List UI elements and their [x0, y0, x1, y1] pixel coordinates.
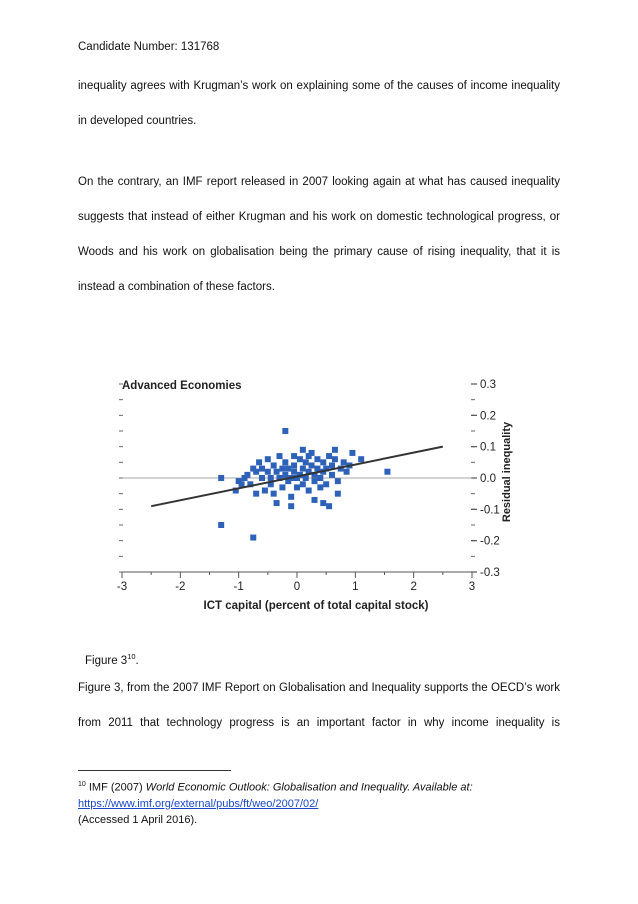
data-point — [291, 453, 297, 459]
data-point — [335, 491, 341, 497]
data-point — [335, 478, 341, 484]
data-point — [332, 456, 338, 462]
y-tick-label: -0.2 — [480, 535, 500, 548]
caption-end: . — [135, 654, 139, 667]
data-point — [274, 500, 280, 506]
candidate-number-header: Candidate Number: 131768 — [78, 41, 220, 53]
footnote-prefix: IMF (2007) — [85, 781, 146, 794]
data-points — [218, 428, 390, 541]
paragraph-line: On the contrary, an IMF report released in 2007 looking again at what has caused inequality — [78, 176, 560, 188]
paragraph-line: inequality agrees with Krugman’s work on explaining some of the causes of income inequality — [78, 80, 560, 92]
y-axis-label: Residual inequality — [501, 421, 513, 523]
data-point — [256, 459, 262, 465]
data-point — [282, 472, 288, 478]
data-point — [274, 469, 280, 475]
data-point — [265, 469, 271, 475]
caption-footnote-ref: 10 — [127, 652, 136, 661]
paragraph-line: instead a combination of these factors. — [78, 281, 275, 293]
footnote-title: World Economic Outlook: Globalisation and Inequality. Available at: — [145, 781, 473, 794]
data-point — [279, 466, 285, 472]
footnote-number: 10 — [78, 781, 86, 788]
data-point — [329, 462, 335, 468]
x-tick-label: 0 — [293, 581, 301, 593]
y-tick-label: 0.0 — [480, 473, 496, 485]
data-point — [309, 462, 315, 468]
data-point — [323, 481, 329, 487]
paragraph-2 — [78, 169, 560, 300]
y-tick-label: 0.3 — [480, 379, 496, 391]
data-point — [297, 456, 303, 462]
figure-3-chart — [108, 372, 518, 618]
data-point — [349, 450, 355, 456]
data-point — [282, 459, 288, 465]
data-point — [279, 484, 285, 490]
data-point — [384, 469, 390, 475]
figure-caption — [85, 652, 139, 667]
caption-text: Figure 3 — [85, 654, 128, 667]
x-tick-label: -1 — [233, 581, 244, 593]
data-point — [314, 456, 320, 462]
data-point — [303, 459, 309, 465]
footnote-link[interactable]: https://www.imf.org/external/pubs/ft/weo/2007/02/ — [78, 797, 319, 810]
data-point — [288, 503, 294, 509]
data-point — [306, 488, 312, 494]
data-point — [294, 484, 300, 490]
x-tick-label: 3 — [468, 581, 476, 593]
data-point — [300, 466, 306, 472]
y-tick-label: -0.1 — [480, 504, 500, 517]
data-point — [277, 453, 283, 459]
data-point — [341, 459, 347, 465]
footnote-accessed: (Accessed 1 April 2016). — [78, 813, 198, 826]
data-point — [317, 475, 323, 481]
data-point — [326, 453, 332, 459]
data-point — [312, 497, 318, 503]
data-point — [262, 488, 268, 494]
paragraph-line: from 2011 that technology progress is an important factor in why income inequality is — [78, 717, 560, 729]
data-point — [265, 456, 271, 462]
right-axis — [471, 379, 500, 579]
data-point — [312, 478, 318, 484]
x-tick-label: -2 — [175, 581, 186, 593]
data-point — [300, 447, 306, 453]
data-point — [326, 503, 332, 509]
data-point — [306, 453, 312, 459]
data-point — [268, 475, 274, 481]
data-point — [285, 466, 291, 472]
data-point — [320, 500, 326, 506]
data-point — [291, 469, 297, 475]
chart-title: Advanced Economies — [122, 380, 242, 392]
data-point — [218, 475, 224, 481]
data-point — [244, 472, 250, 478]
data-point — [317, 484, 323, 490]
footnote-separator — [78, 770, 231, 771]
data-point — [271, 462, 277, 468]
data-point — [358, 456, 364, 462]
paragraph-line: in developed countries. — [78, 115, 197, 127]
data-point — [314, 466, 320, 472]
data-point — [291, 462, 297, 468]
data-point — [329, 472, 335, 478]
data-point — [253, 469, 259, 475]
paragraph-line: suggests that instead of either Krugman and his work on domestic technological progress, or — [78, 211, 560, 223]
paragraph-3 — [78, 675, 560, 736]
data-point — [259, 466, 265, 472]
data-point — [271, 491, 277, 497]
scatter-chart-svg — [108, 372, 518, 618]
data-point — [288, 494, 294, 500]
paragraph-1 — [78, 73, 560, 134]
data-point — [253, 491, 259, 497]
data-point — [300, 481, 306, 487]
y-tick-label: -0.3 — [480, 567, 500, 579]
data-point — [344, 469, 350, 475]
x-axis-label: ICT capital (percent of total capital stock) — [203, 600, 429, 612]
data-point — [250, 535, 256, 541]
paragraph-line: Figure 3, from the 2007 IMF Report on Globalisation and Inequality supports the OECD’s work — [78, 682, 560, 694]
footnote — [78, 777, 473, 828]
data-point — [320, 459, 326, 465]
data-point — [259, 475, 265, 481]
data-point — [332, 447, 338, 453]
x-axis-ticks — [117, 572, 475, 593]
y-tick-label: 0.1 — [480, 441, 496, 454]
data-point — [218, 522, 224, 528]
paragraph-line: Woods and his work on globalisation being the primary cause of rising inequality, that it is — [78, 246, 560, 258]
data-point — [282, 428, 288, 434]
x-tick-label: -3 — [116, 581, 128, 593]
x-tick-label: 1 — [352, 581, 359, 593]
x-tick-label: 2 — [410, 581, 417, 593]
y-tick-label: 0.2 — [480, 410, 496, 423]
